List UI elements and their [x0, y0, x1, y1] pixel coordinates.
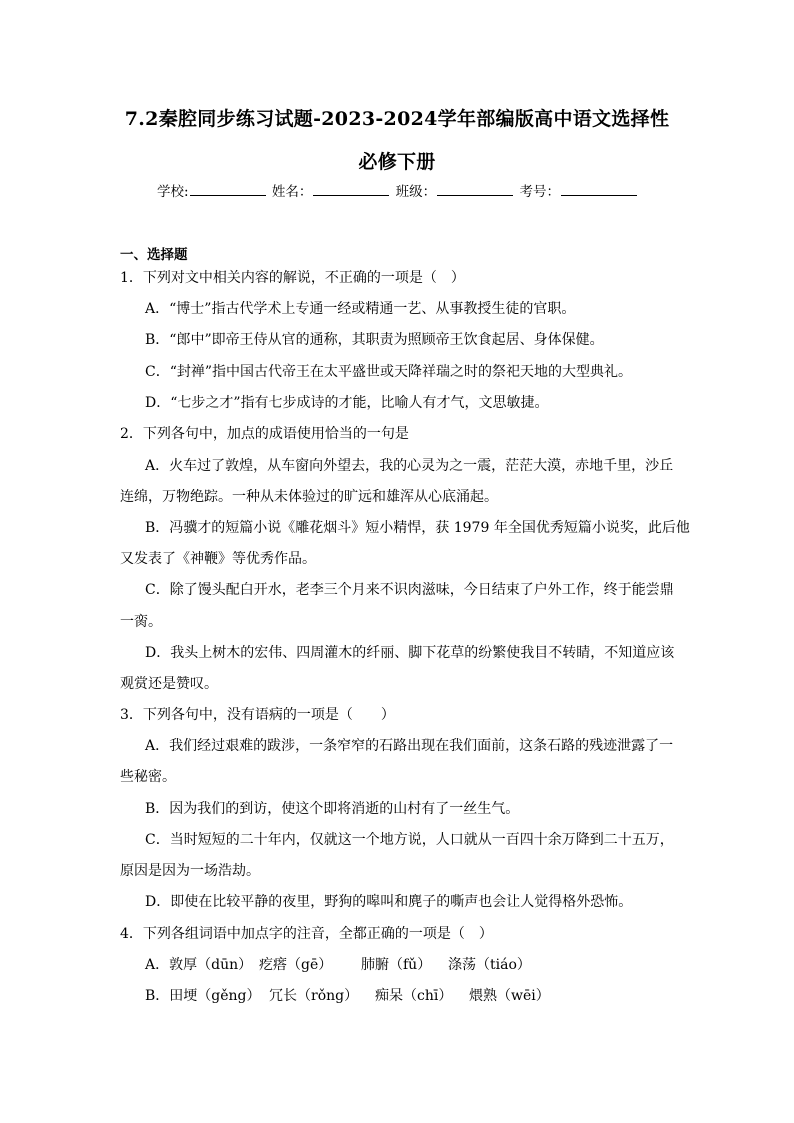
- question-3-option-a-line1: A．我们经过艰难的跋涉，一条窄窄的石路出现在我们面前，这条石路的残迹泄露了一: [145, 738, 674, 754]
- question-1-option-d: D．“七步之才”指有七步成诗的才能，比喻人有才气，文思敏捷。: [145, 395, 549, 411]
- q4-a-item-2: 疙瘩（gē）: [259, 957, 333, 973]
- question-2-option-d-line1: D．我头上树木的宏伟、四周灌木的纤丽、脚下花草的纷繁使我目不转睛，不知道应该: [145, 645, 675, 661]
- class-blank: [437, 182, 513, 196]
- question-4-option-b: [145, 986, 550, 1006]
- question-2-option-b-line2: 又发表了《神鞭》等优秀作品。: [120, 551, 316, 567]
- exam-no-blank: [561, 182, 637, 196]
- question-2-option-d-line2: 观赏还是赞叹。: [120, 676, 218, 692]
- question-3-option-b: B．因为我们的到访，使这个即将消逝的山村有了一丝生气。: [145, 801, 520, 817]
- question-2-option-a-line1: A．火车过了敦煌，从车窗向外望去，我的心灵为之一震，茫茫大漠，赤地千里，沙丘: [145, 458, 674, 474]
- question-3-option-a-line2: 些秘密。: [120, 769, 176, 785]
- exam-no-label: 考号：: [519, 184, 560, 200]
- student-info-row: [0, 180, 794, 200]
- question-1-option-b: B．“郎中”即帝王侍从官的通称，其职责为照顾帝王饮食起居、身体保健。: [145, 332, 604, 348]
- question-2-option-c-line2: 一脔。: [120, 614, 162, 630]
- q4-b-item-3: 痴呆（chī）: [375, 988, 453, 1004]
- question-1-option-c: C．“封禅”指中国古代帝王在太平盛世或天降祥瑞之时的祭祀天地的大型典礼。: [145, 364, 633, 380]
- q4-a-item-3: 肺腑（fǔ）: [361, 957, 432, 973]
- class-label: 班级：: [395, 184, 437, 200]
- question-3-option-c-line1: C．当时短短的二十年内，仅就这一个地方说，人口就从一百四十余万降到二十五万，: [145, 832, 674, 848]
- doc-title-line2: 必修下册: [358, 151, 436, 173]
- school-blank: [190, 182, 266, 196]
- q4-a-item-4: 涤荡（tiáo）: [448, 957, 531, 973]
- question-1-option-a: A．“博士”指古代学术上专通一经或精通一艺、从事教授生徒的官职。: [145, 301, 576, 317]
- school-label: 学校:: [157, 184, 189, 200]
- question-3-stem: 3．下列各句中，没有语病的一项是（ ）: [120, 707, 395, 723]
- name-field: [272, 180, 390, 200]
- question-2-option-a-line2: 连绵，万物绝踪。一种从未体验过的旷远和雄浑从心底涌起。: [120, 489, 498, 505]
- section-title: 一、选择题: [120, 247, 188, 263]
- question-2-option-b-line1: B．冯骥才的短篇小说《雕花烟斗》短小精悍，获 1979 年全国优秀短篇小说奖，此后他: [145, 520, 690, 536]
- name-label: 姓名：: [271, 184, 313, 200]
- question-1-stem: 1．下列对文中相关内容的解说，不正确的一项是（ ）: [120, 270, 465, 286]
- exam-no-field: [519, 180, 637, 200]
- doc-title-line1: 7.2秦腔同步练习试题-2023-2024学年部编版高中语文选择性: [124, 108, 670, 130]
- school-field: [157, 180, 266, 200]
- q4-b-item-2: 冗长（rǒng）: [269, 988, 359, 1004]
- question-3-option-c-line2: 原因是因为一场浩劫。: [120, 863, 260, 879]
- question-4-option-a: [145, 955, 531, 975]
- question-4-stem: 4．下列各组词语中加点字的注音，全都正确的一项是（ ）: [120, 926, 493, 942]
- question-2-option-c-line1: C．除了馒头配白开水，老李三个月来不识肉滋味，今日结束了户外工作，终于能尝鼎: [145, 582, 674, 598]
- name-blank: [313, 182, 389, 196]
- q4-a-item-1: A．敦厚（dūn）: [145, 957, 253, 973]
- question-3-option-d: D．即使在比较平静的夜里，野狗的嗥叫和麂子的嘶声也会让人觉得格外恐怖。: [145, 894, 633, 910]
- q4-b-item-4: 煨熟（wēi）: [469, 988, 550, 1004]
- class-field: [396, 180, 514, 200]
- question-2-stem: 2．下列各句中，加点的成语使用恰当的一句是: [120, 426, 409, 442]
- q4-b-item-1: B．田埂（gěng）: [145, 988, 261, 1004]
